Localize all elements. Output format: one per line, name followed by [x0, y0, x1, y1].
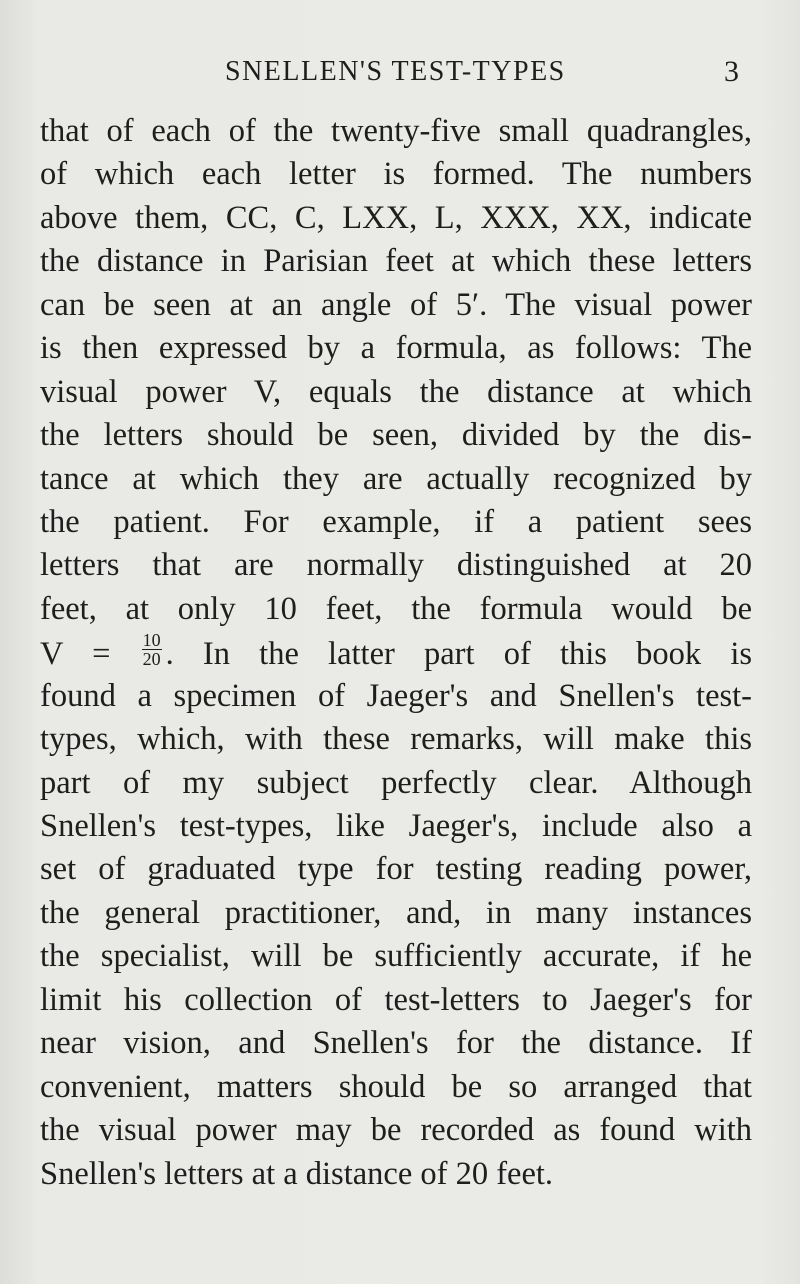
text-line: part of my subject perfectly clear. Although	[40, 764, 752, 801]
text-line: that of each of the twenty-five small quadrangles,	[40, 113, 752, 149]
fraction	[142, 631, 162, 668]
text-line: letters that are normally distinguished at 20	[40, 547, 752, 584]
text-line: the patient. For example, if a patient sees	[40, 503, 752, 540]
text-line: feet, at only 10 feet, the formula would be	[40, 590, 752, 627]
text-line: near vision, and Snellen's for the distance. If	[40, 1025, 752, 1062]
text-line: is then expressed by a formula, as follows: The	[40, 330, 752, 367]
body-text	[40, 110, 752, 1196]
text-line: the distance in Parisian feet at which these letters	[40, 243, 752, 280]
text-line: types, which, with these remarks, will make this	[40, 721, 752, 758]
formula-prefix: V =	[40, 636, 111, 673]
text-line: the specialist, will be sufficiently accurate, if he	[40, 938, 752, 975]
text-line: found a specimen of Jaeger's and Snellen's test-	[40, 677, 752, 714]
text-line: Snellen's test-types, like Jaeger's, include also a	[40, 808, 752, 844]
text-line: visual power V, equals the distance at which	[40, 373, 752, 410]
text-line: of which each letter is formed. The numbers	[40, 156, 752, 193]
running-head	[0, 52, 800, 92]
text-line: the general practitioner, and, in many instances	[40, 894, 752, 931]
text-line: the visual power may be recorded as found with	[40, 1112, 752, 1149]
text-line: tance at which they are actually recognized by	[40, 460, 752, 497]
formula-line	[40, 631, 752, 674]
text-line: convenient, matters should be so arranged that	[40, 1068, 752, 1105]
text-line: above them, CC, C, LXX, L, XXX, XX, indicate	[40, 199, 752, 236]
running-title: SNELLEN'S TEST-TYPES	[225, 56, 566, 87]
formula-suffix: . In the latter part of this book is	[165, 636, 752, 673]
text-line: limit his collection of test-letters to Jaeger's for	[40, 981, 752, 1018]
text-line: can be seen at an angle of 5′. The visual power	[40, 286, 752, 323]
fraction-numerator: 10	[142, 630, 161, 651]
text-line-last: Snellen's letters at a distance of 20 feet.	[40, 1155, 554, 1192]
text-line: the letters should be seen, divided by the dis-	[40, 417, 752, 454]
page-number: 3	[724, 55, 739, 88]
text-line: set of graduated type for testing reading power,	[40, 851, 752, 888]
fraction-denominator: 20	[142, 649, 161, 670]
